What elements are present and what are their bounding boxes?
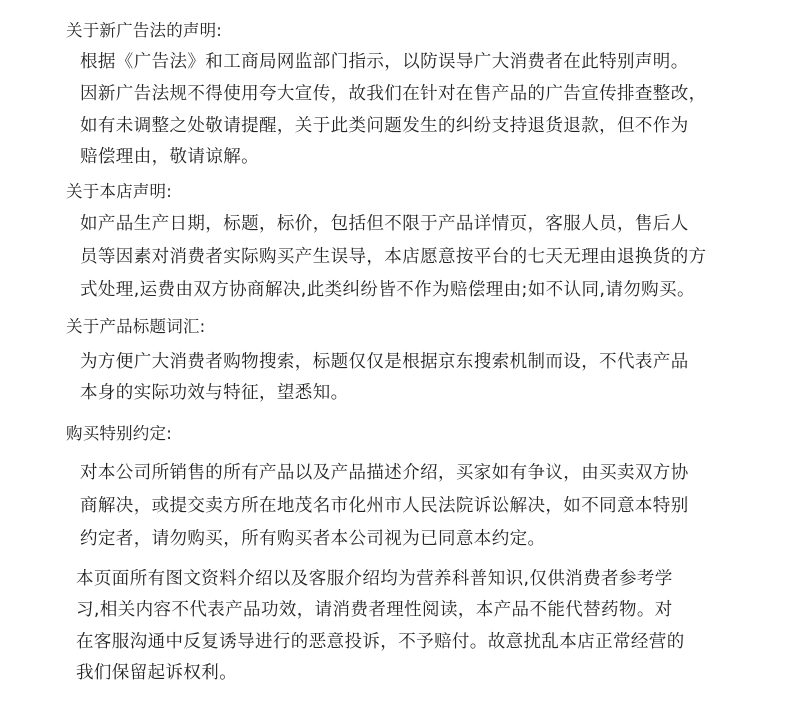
- paragraph-line: 本页面所有图文资料介绍以及客服介绍均为营养科普知识,仅供消费者参考学: [76, 569, 673, 589]
- paragraph-line: 式处理,运费由双方协商解决,此类纠纷皆不作为赔偿理由;如不认同,请勿购买。: [80, 280, 695, 300]
- paragraph-line: 如产品生产日期，标题，标价，包括但不限于产品详情页，客服人员，售后人: [80, 214, 689, 234]
- paragraph-line: 如有未调整之处敬请提醒，关于此类问题发生的纠纷支持退货退款，但不作为: [80, 116, 689, 136]
- paragraph-line: 对本公司所销售的所有产品以及产品描述介绍，买家如有争议，由买卖双方协: [80, 463, 689, 483]
- paragraph-line: 习,相关内容不代表产品功效，请消费者理性阅读，本产品不能代替药物。对: [76, 600, 673, 620]
- paragraph-line: 本身的实际功效与特征，望悉知。: [80, 383, 349, 403]
- heading-title-vocabulary: 关于产品标题词汇:: [66, 317, 206, 336]
- paragraph-line: 商解决，或提交卖方所在地茂名市化州市人民法院诉讼解决，如不同意本特别: [80, 496, 689, 516]
- paragraph-line: 约定者，请勿购买，所有购买者本公司视为已同意本约定。: [80, 529, 546, 549]
- heading-new-ad-law: 关于新广告法的声明:: [66, 21, 223, 40]
- paragraph-line: 赔偿理由，敬请谅解。: [80, 147, 259, 167]
- paragraph-line: 根据《广告法》和工商局网监部门指示，以防误导广大消费者在此特别声明。: [80, 52, 689, 72]
- paragraph-line: 在客服沟通中反复诱导进行的恶意投诉，不予赔付。故意扰乱本店正常经营的: [76, 632, 685, 652]
- paragraph-line: 为方便广大消费者购物搜索，标题仅仅是根据京东搜索机制而设，不代表产品: [80, 352, 689, 372]
- heading-purchase-agreement: 购买特别约定:: [66, 424, 172, 443]
- paragraph-line: 员等因素对消费者实际购买产生误导，本店愿意按平台的七天无理由退换货的方: [80, 247, 707, 267]
- paragraph-line: 我们保留起诉权利。: [76, 663, 238, 683]
- heading-store-statement: 关于本店声明:: [66, 182, 172, 201]
- paragraph-line: 因新广告法规不得使用夸大宣传，故我们在针对在售产品的广告宣传排查整改，: [80, 84, 707, 104]
